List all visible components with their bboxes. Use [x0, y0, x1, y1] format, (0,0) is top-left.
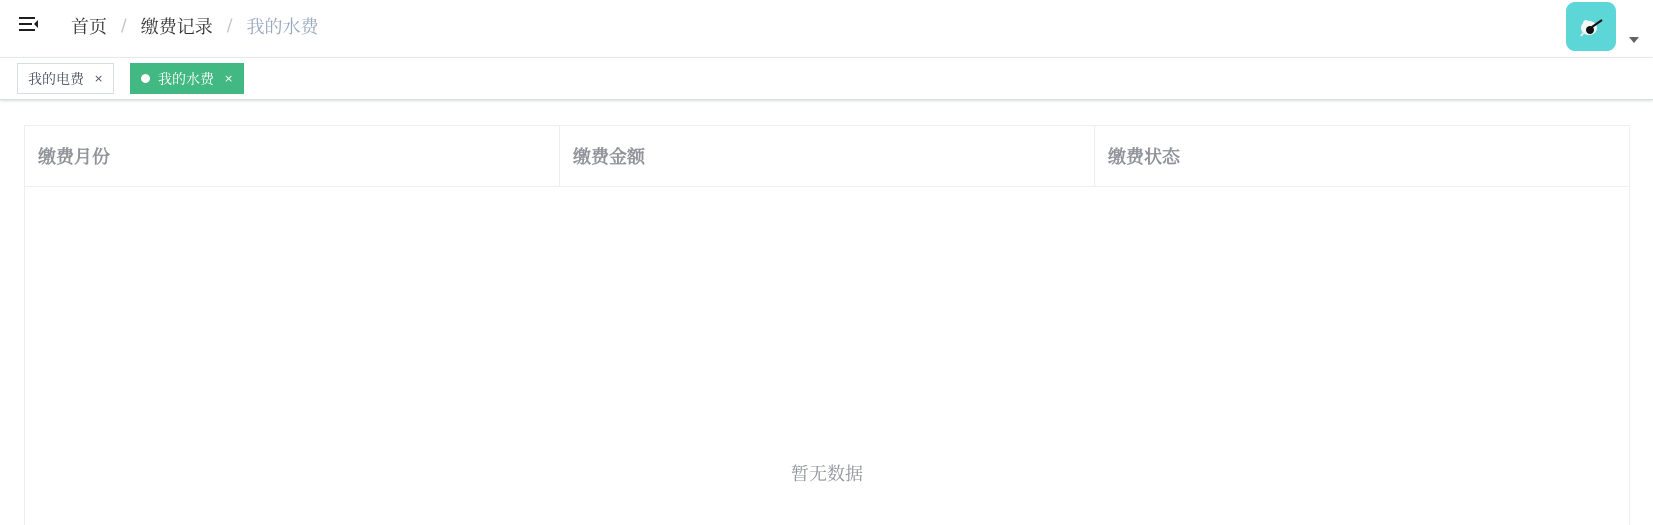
close-icon[interactable]: ×: [224, 72, 234, 85]
empty-text: 暂无数据: [791, 464, 863, 485]
active-dot-icon: [141, 74, 150, 83]
column-header-amount: 缴费金额: [560, 126, 1095, 186]
column-header-status: 缴费状态: [1108, 147, 1180, 168]
navbar: [0, 0, 1653, 58]
breadcrumb-payment-records[interactable]: 缴费记录: [140, 17, 213, 38]
payment-table: [24, 125, 1630, 525]
tag-water[interactable]: [130, 63, 244, 94]
breadcrumb-home[interactable]: 首页: [71, 17, 107, 38]
hamburger-icon[interactable]: [18, 14, 42, 34]
caret-down-icon[interactable]: [1629, 37, 1639, 43]
table-header: [25, 126, 1629, 187]
breadcrumb-current: 我的水费: [246, 17, 319, 38]
breadcrumb-separator: /: [121, 16, 127, 36]
user-avatar[interactable]: [1566, 2, 1616, 51]
tag-label: 我的电费: [28, 71, 84, 88]
breadcrumb: [71, 0, 318, 52]
close-icon[interactable]: ×: [94, 72, 104, 85]
tag-electricity[interactable]: [17, 63, 114, 94]
tag-label: 我的水费: [158, 71, 214, 88]
column-header-month: 缴费月份: [25, 126, 560, 186]
breadcrumb-separator: /: [226, 16, 233, 36]
tags-view: [0, 58, 1653, 100]
user-dropdown[interactable]: [1566, 2, 1639, 52]
